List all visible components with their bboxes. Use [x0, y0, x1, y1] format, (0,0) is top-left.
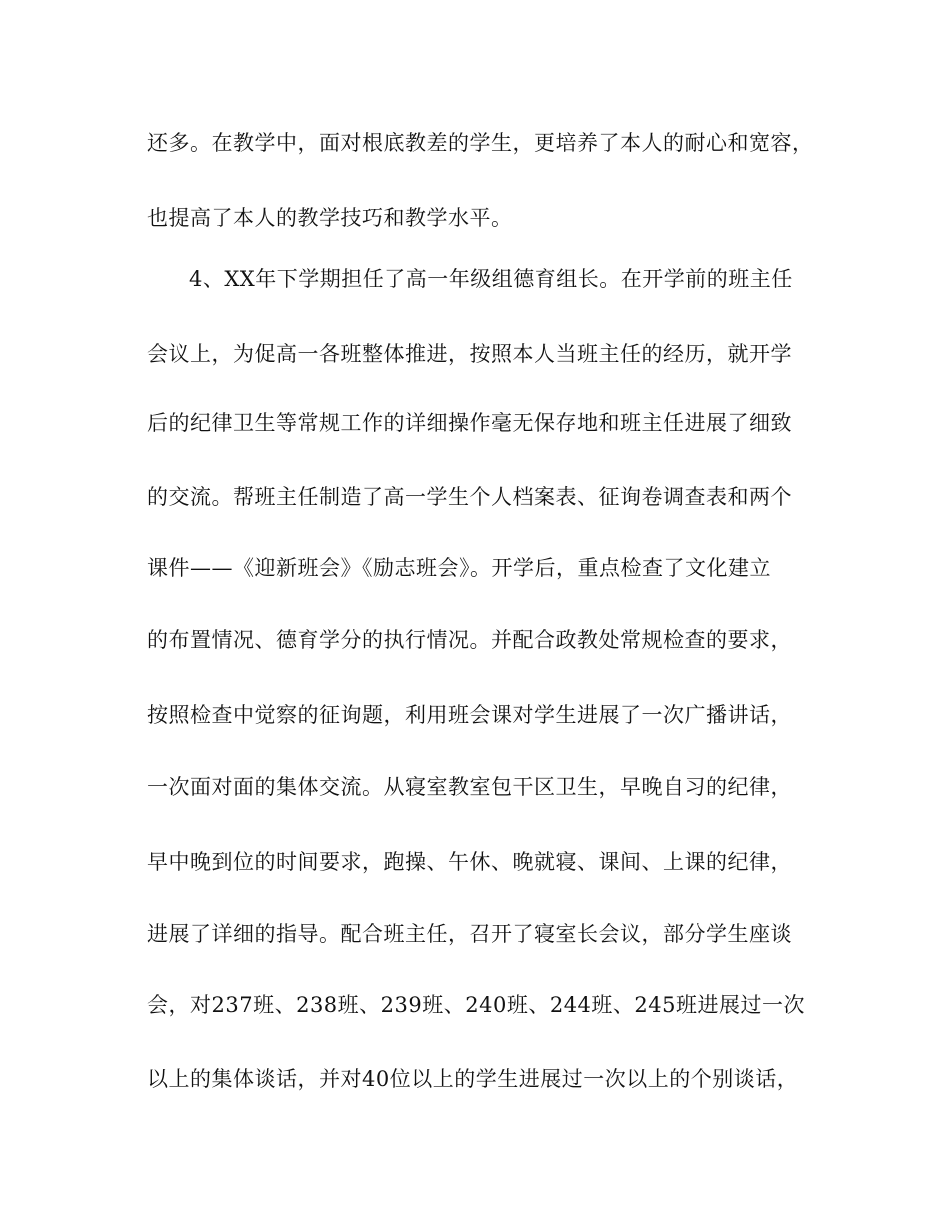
text-line-11: 早中晚到位的时间要求，跑操、午休、晚就寝、课间、上课的纪律， [147, 850, 792, 874]
text-line-4: 会议上，为促高一各班整体推进，按照本人当班主任的经历，就开学 [147, 342, 792, 366]
text-line-2: 也提高了本人的教学技巧和教学水平。 [147, 206, 513, 230]
text-line-5: 后的纪律卫生等常规工作的详细操作毫无保存地和班主任进展了细致 [147, 411, 792, 435]
text-line-14: 以上的集体谈话，并对40位以上的学生进展过一次以上的个别谈话， [147, 1067, 799, 1091]
text-line-13: 会，对237班、238班、239班、240班、244班、245班进展过一次 [147, 993, 805, 1017]
text-line-12: 进展了详细的指导。配合班主任，召开了寝室长会议，部分学生座谈 [147, 922, 792, 946]
text-line-3: 4、XX年下学期担任了高一年级组德育组长。在开学前的班主任 [189, 267, 793, 291]
text-line-8: 的布置情况、德育学分的执行情况。并配合政教处常规检查的要求， [147, 628, 792, 652]
text-line-7: 课件——《迎新班会》《励志班会》。开学后，重点检查了文化建立 [147, 556, 771, 580]
text-line-10: 一次面对面的集体交流。从寝室教室包干区卫生，早晚自习的纪律， [147, 775, 792, 799]
text-line-1: 还多。在教学中，面对根底教差的学生，更培养了本人的耐心和宽容， [147, 131, 814, 155]
text-line-9: 按照检查中觉察的征询题，利用班会课对学生进展了一次广播讲话， [147, 703, 792, 727]
text-line-6: 的交流。帮班主任制造了高一学生个人档案表、征询卷调查表和两个 [147, 485, 792, 509]
